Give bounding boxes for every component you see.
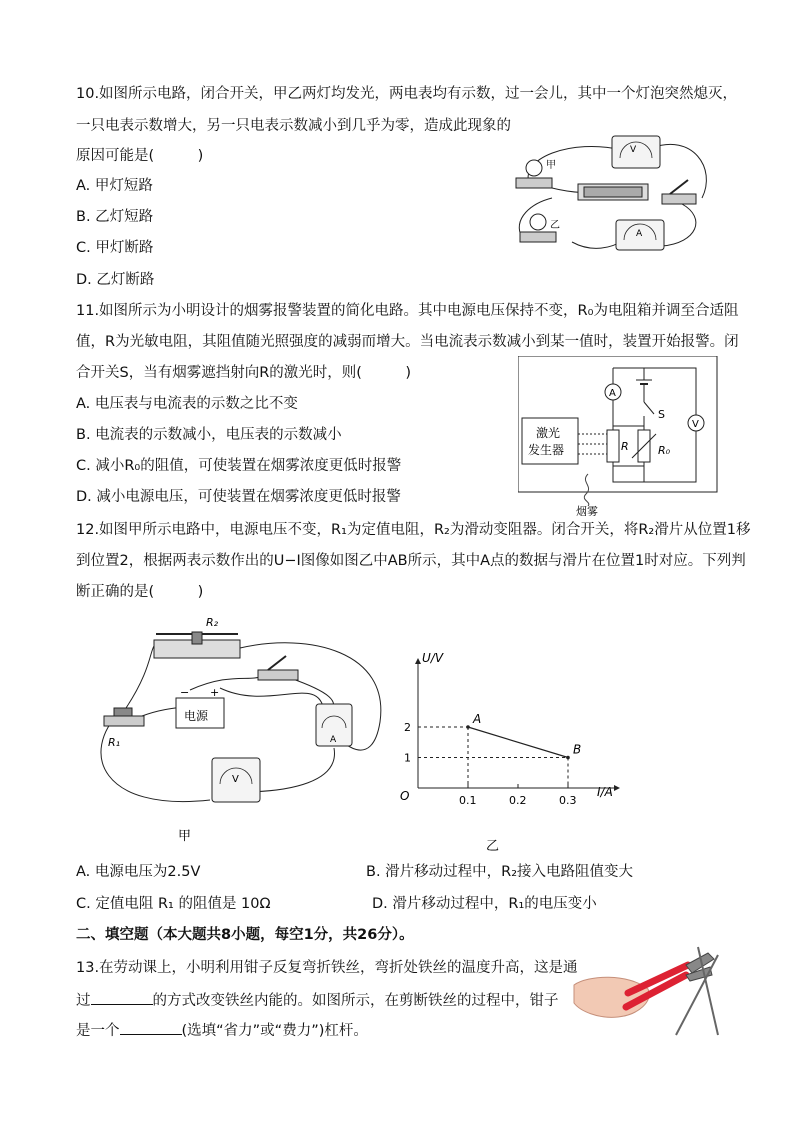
- q12-r2-label: R₂: [206, 616, 219, 629]
- q11-option-a: A. 电压表与电流表的示数之比不变: [76, 396, 298, 412]
- y-tick-label: 1: [404, 751, 411, 765]
- q13-blank-1[interactable]: [91, 990, 153, 1005]
- q11-switch-label: S: [658, 408, 665, 421]
- svg-text:+: +: [210, 686, 220, 699]
- q10-option-b: B. 乙灯短路: [76, 209, 154, 225]
- point-label-b: B: [573, 742, 582, 757]
- origin-label: O: [400, 789, 410, 803]
- q13-line2-suffix: 的方式改变铁丝内能的。如图所示，在剪断铁丝的过程中，钳子: [152, 993, 559, 1009]
- q11-r-label: R: [621, 440, 629, 453]
- q12-stem-line3: 断正确的是( ): [76, 584, 204, 600]
- q12-stem-line2: 到位置2，根据两表示数作出的U−I图像如图乙中AB所示，其中A点的数据与滑片在位置1时对应。下列判: [76, 553, 746, 569]
- q10-stem-line3: 原因可能是( ): [76, 148, 204, 164]
- q13-blank-2[interactable]: [120, 1020, 182, 1035]
- q10-voltmeter-label: V: [630, 145, 637, 155]
- q13-line3-prefix: 是一个: [76, 1023, 120, 1039]
- y-axis-label: U/V: [422, 651, 444, 665]
- q12-figure-caption-jia: 甲: [178, 829, 192, 844]
- q10-option-d: D. 乙灯断路: [76, 272, 155, 288]
- q11-stem-line1: 11.如图所示为小明设计的烟雾报警装置的简化电路。其中电源电压保持不变，R₀为电阻箱并调至合适阻: [76, 303, 739, 319]
- q11-laser-line1: 激光: [536, 426, 561, 440]
- q13-stem-line3: [76, 1020, 368, 1041]
- point-label-a: A: [473, 712, 482, 726]
- q11-stem-line2: 值，R为光敏电阻，其阻值随光照强度的减弱而增大。当电流表示数减小到某一值时，装置开始报警。闭: [76, 334, 739, 350]
- q12-option-b: B. 滑片移动过程中，R₂接入电路阻值变大: [366, 864, 634, 880]
- q12-ui-graph: [398, 648, 628, 860]
- q13-line2-prefix: 过: [76, 993, 91, 1009]
- data-point-b: [566, 756, 570, 760]
- q12-voltmeter-label: V: [232, 774, 239, 785]
- q10-option-a: A. 甲灯短路: [76, 178, 153, 194]
- q12-circuit-figure: [90, 612, 390, 846]
- q11-circuit-figure: [518, 356, 718, 516]
- q10-stem-line1: 10.如图所示电路，闭合开关，甲乙两灯均发光，两电表均有示数，过一会儿，其中一个灯泡突然熄灭，: [76, 86, 738, 102]
- x-axis-label: I/A: [597, 785, 613, 799]
- q12-source-label: 电源: [184, 709, 209, 723]
- q11-r0-label: R₀: [658, 444, 671, 457]
- q11-smoke-label: 烟雾: [576, 505, 598, 516]
- q12-option-c: C. 定值电阻 R₁ 的阻值是 10Ω: [76, 896, 271, 912]
- q13-stem-line2: [76, 990, 559, 1011]
- data-point-a: [466, 725, 470, 729]
- q10-option-c: C. 甲灯断路: [76, 240, 154, 256]
- q12-option-a: A. 电源电压为2.5V: [76, 864, 201, 880]
- q10-lamp2-label: 乙: [550, 220, 560, 231]
- q10-stem-line2: 一只电表示数增大，另一只电表示数减小到几乎为零，造成此现象的: [76, 118, 511, 134]
- q13-pliers-illustration: [568, 945, 728, 1037]
- q10-ammeter-label: A: [636, 229, 643, 239]
- q11-ammeter-label: A: [609, 388, 616, 399]
- x-tick-label: 0.1: [459, 794, 477, 807]
- q13-stem-line1: 13.在劳动课上，小明利用钳子反复弯折铁丝，弯折处铁丝的温度升高，这是通: [76, 960, 578, 976]
- q10-circuit-figure: [512, 128, 712, 262]
- q11-stem-line3: 合开关S，当有烟雾遮挡射向R的激光时，则( ): [76, 365, 412, 381]
- y-tick-label: 2: [404, 721, 411, 734]
- q12-ammeter-label: A: [330, 735, 337, 745]
- section2-heading: 二、填空题（本大题共8小题，每空1分，共26分）。: [76, 927, 414, 943]
- q11-voltmeter-label: V: [692, 419, 699, 430]
- q11-laser-line2: 发生器: [528, 443, 565, 457]
- svg-text:−: −: [180, 686, 190, 699]
- q12-stem-line1: 12.如图甲所示电路中，电源电压不变，R₁为定值电阻，R₂为滑动变阻器。闭合开关，将R₂滑片从位置1移: [76, 522, 751, 538]
- q13-line3-suffix: (选填“省力”或“费力”)杠杆。: [181, 1023, 368, 1039]
- q11-option-b: B. 电流表的示数减小，电压表的示数减小: [76, 427, 342, 443]
- q12-r1-label: R₁: [108, 736, 121, 749]
- series-line-ab: [468, 727, 568, 758]
- x-tick-label: 0.3: [559, 794, 577, 807]
- x-tick-label: 0.2: [509, 794, 527, 807]
- q11-option-c: C. 减小R₀的阻值，可使装置在烟雾浓度更低时报警: [76, 458, 402, 474]
- q12-figure-caption-yi: 乙: [486, 839, 500, 854]
- q11-option-d: D. 减小电源电压，可使装置在烟雾浓度更低时报警: [76, 489, 401, 505]
- q10-lamp1-label: 甲: [546, 160, 556, 171]
- q12-option-d: D. 滑片移动过程中，R₁的电压变小: [372, 896, 597, 912]
